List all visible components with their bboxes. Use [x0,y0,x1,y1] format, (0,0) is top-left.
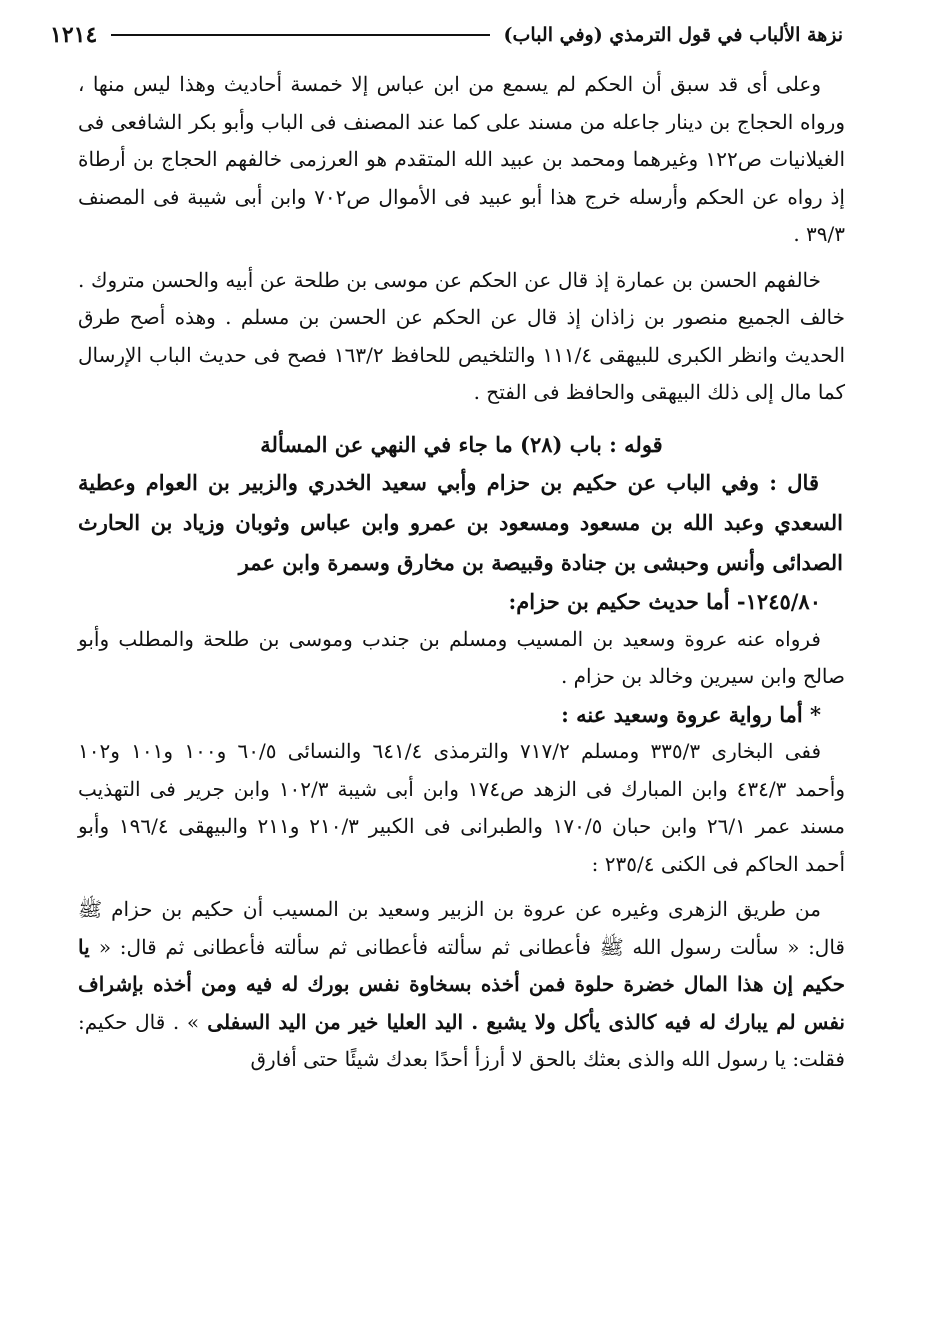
paragraph-5 [78,891,845,1079]
hadith-heading: ١٢٤٥/٨٠- أما حديث حكيم بن حزام: [508,589,821,614]
sub-heading: * أما رواية عروة وسعيد عنه : [561,701,821,727]
running-title: نزهة الألباب في قول الترمذي (وفي الباب) [503,24,843,46]
paragraph-5-start: من طريق الزهرى وغيره عن عروة بن الزبير وسعيد بن المسيب أن حكيم بن حزام ﷺ قال: « سألت رسول الله ﷺ فأعطانى ثم سألته فأعطانى ثم سألته فأعطانى ثم قال: « [78,897,845,959]
paragraph-5-end: » . قال حكيم: فقلت: يا رسول الله والذى بعثك بالحق لا أرزأ أحدًا بعدك شيئًا حتى أفارق [78,1009,845,1071]
paragraph-3: فرواه عنه عروة وسعيد بن المسيب ومسلم بن جندب وموسى بن طلحة والمطلب وأبو صالح وابن سيرين وخالد بن حزام . [78,626,845,688]
page-header [50,18,843,52]
hadith-text-bold: يا حكيم إن هذا المال خضرة حلوة فمن أخذه بسخاوة نفس بورك له فيه ومن أخذه بإشراف نفس لم يبارك له فيه كالذى يأكل ولا يشبع . اليد العليا خير من اليد السفلى [78,934,846,1034]
quote-block: قال : وفي الباب عن حكيم بن حزام وأبي سعيد الخدري والزبير بن العوام وعطية السعدي وعبد الله بن مسعود ومسعود بن عمرو وابن عباس وثوبان وزياد بن الحارث الصدائى وأنس وحبشى بن جنادة وقبيصة بن مخارق وسمرة وابن عمر [78,470,843,575]
paragraph-4: ففى البخارى ٣٣٥/٣ ومسلم ٧١٧/٢ والترمذى ٦٤١/٤ والنسائى ٦٠/٥ و١٠٠ و١٠١ و١٠٢ وأحمد ٤٣٤/٣ وابن المبارك فى الزهد ص١٧٤ وابن أبى شيبة ١٠٢/٣ وابن جرير فى التهذيب مسند عمر ٢٦/١ وابن حبان ١٧٠/٥ والطبرانى فى الكبير ٢١٠/٣ و٢١١ والبيهقى ١٩٦/٤ وأبو أحمد الحاكم فى الكنى ٢٣٥/٤ : [78,739,846,876]
page-number: ١٢١٤ [50,22,98,48]
paragraph-1: وعلى أى قد سبق أن الحكم لم يسمع من ابن عباس إلا خمسة أحاديث وهذا ليس منها ، ورواه الحجاج بن دينار جاعله من مسند على كما عند المصنف فى الباب وأبو بكر الشافعى فى الغيلانيات ص١٢٢ وغيرهما ومحمد بن عبيد الله المتقدم هو العرزمى خالفهم الحجاج بن أرطاة إذ رواه عن الحكم وأرسله خرج هذا أبو عبيد فى الأموال ص٧٠٢ وابن أبى شيبة فى المصنف ٣٩/٣ . [78,72,846,246]
paragraph-2: خالفهم الحسن بن عمارة إذ قال عن الحكم عن موسى بن طلحة عن أبيه والحسن متروك . خالف الجميع منصور بن زاذان إذ قال عن الحكم عن الحسن بن مسلم . وهذه أصح طرق الحديث وانظر الكبرى للبيهقى ١١١/٤ والتلخيص للحافظ ١٦٣/٢ فصح فى حديث الباب الإرسال كما مال إلى ذلك البيهقى والحافظ فى الفتح . [78,267,846,404]
body-text [78,66,845,1079]
chapter-heading: قوله : باب (٢٨) ما جاء في النهي عن المسألة [260,431,663,457]
header-rule [111,34,489,36]
